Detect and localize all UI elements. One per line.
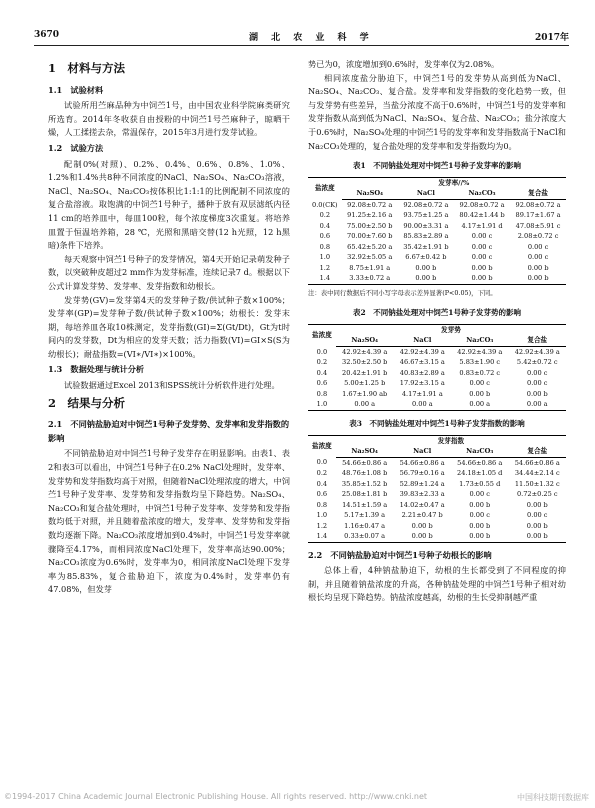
table-row <box>308 468 566 479</box>
table-cell: 0.00 a <box>451 399 508 410</box>
table-row <box>308 378 566 389</box>
table-row <box>308 199 566 210</box>
left-column <box>48 58 290 597</box>
table-row <box>308 489 566 500</box>
table-cell: 92.08±0.72 a <box>347 200 393 209</box>
table-cell: 1.67±1.90 ab <box>342 389 388 398</box>
col-header: Na₂SO₄ <box>342 188 398 199</box>
germination-energy-table <box>308 324 566 411</box>
table-cell: 47.08±5.91 c <box>515 221 561 230</box>
table-3 <box>308 417 566 543</box>
table-cell: 75.00±2.50 b <box>347 221 393 230</box>
table-row <box>308 252 566 263</box>
table-cell: 0.00 c <box>471 242 493 251</box>
table-cell: 1.16±0.47 a <box>344 521 386 530</box>
table-cell: 4.17±1.91 a <box>401 389 443 398</box>
col-header: Na₂CO₃ <box>454 188 510 199</box>
col-header: NaCl <box>398 188 454 199</box>
subsection-heading: 1.1 试验材料 <box>48 84 104 95</box>
table-cell: 91.25±2.16 a <box>347 211 393 220</box>
table-cell: 2.08±0.72 c <box>517 232 559 241</box>
table-cell: 42.92±4.39 a <box>457 347 503 356</box>
table-cell: 54.66±0.86 a <box>342 458 388 467</box>
paragraph: 每天观察中饲苎1号种子的发芽情况，第4天开始记录萌发种子数，以突破种皮超过2 mm作为发芽标准，连续记录7 d。根据以下公式计算发芽势、发芽率、发芽指数和幼根长。 <box>48 253 290 291</box>
table-cell: 6.67±0.42 b <box>405 253 447 262</box>
group-header: 发芽势 <box>336 324 566 335</box>
group-header: 发芽指数 <box>336 435 566 446</box>
table-cell: 52.89±1.24 a <box>399 479 445 488</box>
table-cell: 0.00 a <box>336 399 394 410</box>
table-cell: 0.8 <box>316 500 328 509</box>
table-cell: 0.8 <box>316 389 328 398</box>
table-cell: 0.0(CK) <box>312 200 338 209</box>
table-row <box>308 242 566 253</box>
header-rule <box>34 45 569 46</box>
page-number: 3670 <box>34 30 60 40</box>
paragraph: 不同钠盐胁迫对中饲苎1号种子发芽存在明显影响。由表1、表2和表3可以看出，中饲苎1号种子在0.2% NaCl处理时，发芽率、发芽势和发芽指数均高于对照，但随着NaCl处理浓度的增大，中饲苎1号种子发芽率、发芽势和发芽指数均呈下降趋势。Na₂SO₄、Na₂CO₃和复合盐处理时，中饲苎1号种子发芽率、发芽势和发芽指数均低于对照，并且随着盐浓度的增大，发芽率、发芽势和发芽指数均逐渐下降。Na₂CO₃浓度增加到0.4%时，中饲苎1号发芽率就骤降至4.17%，而相同浓度NaCl处理下，发芽率高达90.00%；Na₂CO₃浓度为0.6%时，发芽率为0，相同浓度NaCl处理下发芽率为85.83%，复合盐胁迫下，浓度为0.4%时，发芽率仍有47.08%，但发芽 <box>48 448 290 595</box>
table-row <box>308 389 566 400</box>
table-cell: 0.33±0.07 a <box>336 531 394 542</box>
watermark: 中国科技期刊数据库 <box>517 793 589 802</box>
table-caption: 表3 不同钠盐处理对中饲苎1号种子发芽指数的影响 <box>349 418 525 428</box>
table-row <box>308 273 566 284</box>
table-note: 注：表中同行数据后不同小写字母表示差异显著(P<0.05)，下同。 <box>308 288 497 297</box>
table-cell: 2.21±0.47 b <box>401 511 443 520</box>
table-cell: 92.08±0.72 a <box>459 200 505 209</box>
table-cell: 34.44±2.14 c <box>514 469 560 478</box>
table-cell: 0.2 <box>316 358 328 367</box>
paragraph: 试验数据通过Excel 2013和SPSS统计分析软件进行处理。 <box>64 380 280 391</box>
table-cell: 0.6 <box>316 490 328 499</box>
formula-paragraph: 发芽势(GV)=发芽第4天的发芽种子数/供试种子数×100%；发芽率(GP)=发芽种子数/供试种子数×100%；幼根长：发芽末期，每培养皿各取10株测定，发芽指数(GI)=Σ(Gt/Dt)，Gt为t时间内的发芽数，Dt为相应的发芽天数；活力指数(VI)=GI×S(S为幼根长)；耐盐指数=(VI∗/VI∗)×100%。 <box>48 294 290 359</box>
table-cell: 4.17±1.91 d <box>461 221 503 230</box>
table-cell: 5.83±1.90 c <box>459 358 501 367</box>
table-cell: 0.00 b <box>526 389 548 398</box>
table-cell: 89.17±1.67 a <box>515 211 561 220</box>
copyright-footer: ©1994-2017 China Academic Journal Electronic Publishing House. All rights reserved. http://www.cnki.net <box>4 792 428 801</box>
table-cell: 0.00 c <box>469 490 490 499</box>
table-row <box>308 263 566 274</box>
table-cell: 0.00 b <box>509 531 566 542</box>
table-cell: 1.2 <box>316 521 328 530</box>
col-header: 复合盐 <box>509 446 566 457</box>
table-row <box>308 221 566 232</box>
col-header: Na₂CO₃ <box>451 446 509 457</box>
table-cell: 92.08±0.72 a <box>515 200 561 209</box>
table-cell: 0.00 c <box>527 242 549 251</box>
table-cell: 5.00±1.25 b <box>344 379 386 388</box>
subsection-heading: 1.3 数据处理与统计分析 <box>48 364 145 375</box>
table-cell: 0.00 b <box>469 389 491 398</box>
table-row <box>308 510 566 521</box>
table-cell: 1.0 <box>316 511 328 520</box>
table-cell: 0.4 <box>319 221 331 230</box>
germination-rate-table <box>308 177 566 285</box>
table-cell: 0.00 c <box>527 253 549 262</box>
table-row <box>308 346 566 357</box>
table-cell: 39.83±2.33 a <box>399 490 445 499</box>
table-cell: 35.42±1.91 b <box>403 242 449 251</box>
right-column <box>308 58 566 605</box>
table-cell: 93.75±1.25 a <box>403 211 449 220</box>
table-cell: 1.2 <box>319 263 331 272</box>
subsection-heading: 2.1 不同钠盐胁迫对中饲苎1号种子发芽势、发芽率和发芽指数的影响 <box>48 419 290 443</box>
table-cell: 0.00 b <box>398 273 454 284</box>
table-cell: 20.42±1.91 b <box>342 368 388 377</box>
table-cell: 0.00 b <box>526 521 548 530</box>
table-cell: 42.92±4.39 a <box>342 347 388 356</box>
table-cell: 0.00 c <box>527 511 548 520</box>
table-cell: 17.92±3.15 a <box>399 379 445 388</box>
table-cell: 32.92±5.05 a <box>347 253 393 262</box>
table-row <box>308 368 566 379</box>
table-row <box>308 500 566 511</box>
subsection-heading: 2.2 不同钠盐胁迫对中饲苎1号种子幼根长的影响 <box>308 549 492 560</box>
table-cell: 0.00 a <box>394 399 451 410</box>
col-header: NaCl <box>393 446 450 457</box>
table-cell: 0.00 b <box>510 273 566 284</box>
paragraph: 总体上看，4种钠盐胁迫下，幼根的生长都受到了不同程度的抑制，并且随着钠盐浓度的升高，各种钠盐处理的中饲苎1号种子相对幼根长均呈现下降趋势。钠盐浓度越高，幼根的生长受抑制越严重 <box>308 565 566 603</box>
table-row <box>308 231 566 242</box>
table-cell: 0.83±0.72 c <box>459 368 501 377</box>
table-cell: 11.50±1.32 c <box>514 479 560 488</box>
table-cell: 0.0 <box>316 458 328 467</box>
col-header: 盐浓度 <box>308 324 336 346</box>
table-cell: 25.08±1.81 b <box>341 490 388 499</box>
paragraph: 试验所用苎麻品种为中饲苎1号，由中国农业科学院麻类研究所选育。2014年冬收获自由授粉的中饲苎1号苎麻种子，晾晒干燥，人工揉搓去杂，常温保存，2015年3月进行发芽试验。 <box>48 100 290 138</box>
section-heading: 1 材料与方法 <box>48 61 126 75</box>
table-cell: 0.00 c <box>469 511 490 520</box>
table-cell: 0.00 b <box>415 263 437 272</box>
table-cell: 80.42±1.44 b <box>459 211 505 220</box>
table-cell: 1.4 <box>308 273 342 284</box>
table-cell: 0.00 b <box>393 531 450 542</box>
table-cell: 3.33±0.72 a <box>342 273 398 284</box>
table-cell: 0.4 <box>316 479 328 488</box>
table-cell: 40.83±2.89 a <box>399 368 445 377</box>
table-caption: 表1 不同钠盐处理对中饲苎1号种子发芽率的影响 <box>353 161 521 171</box>
table-row <box>308 457 566 468</box>
section-heading: 2 结果与分析 <box>48 395 126 410</box>
germination-index-table <box>308 435 566 543</box>
table-cell: 0.00 b <box>451 531 509 542</box>
table-cell: 14.02±0.47 a <box>399 500 445 509</box>
table-row <box>308 531 566 542</box>
table-cell: 54.66±0.86 a <box>399 458 445 467</box>
table-cell: 0.00 b <box>526 500 548 509</box>
table-cell: 0.0 <box>316 347 328 356</box>
journal-title: 湖 北 农 业 科 学 <box>249 33 374 43</box>
table-cell: 56.79±0.16 a <box>399 469 445 478</box>
paragraph: 相同浓度盐分胁迫下，中饲苎1号的发芽势从高到低为NaCl、Na₂SO₄、Na₂CO₃、复合盐。发芽率和发芽指数的变化趋势一致，但与发芽势有些差异，当盐分浓度不高于0.6%时，中饲苎1号的发芽率和发芽指数从高到低为NaCl、Na₂SO₄、复合盐、Na₂CO₃；盐分浓度大于0.6%时，Na₂SO₄处理的中饲苎1号的发芽率和发芽指数高于NaCl和Na₂CO₃处理的，复合盐处理的发芽率和发芽指数均为0。 <box>308 72 566 151</box>
table-cell: 1.73±0.55 d <box>459 479 501 488</box>
paragraph: 势已为0，浓度增加到0.6%时，发芽率仅为2.08%。 <box>308 59 500 69</box>
table-cell: 65.42±5.20 a <box>347 242 393 251</box>
table-cell: 42.92±4.39 a <box>399 347 445 356</box>
table-cell: 0.4 <box>316 368 328 377</box>
table-cell: 0.00 c <box>527 379 548 388</box>
table-cell: 0.00 b <box>469 500 491 509</box>
table-caption: 表2 不同钠盐处理对中饲苎1号种子发芽势的影响 <box>353 308 521 318</box>
table-row <box>308 210 566 221</box>
table-1 <box>308 159 566 300</box>
table-cell: 1.0 <box>319 253 331 262</box>
table-cell: 46.67±3.15 a <box>399 358 445 367</box>
table-row <box>308 479 566 490</box>
table-cell: 0.00 a <box>509 399 567 410</box>
table-row <box>308 357 566 368</box>
col-header: 复合盐 <box>510 188 566 199</box>
table-row <box>308 399 566 410</box>
table-cell: 90.00±3.31 a <box>403 221 449 230</box>
table-cell: 54.66±0.86 a <box>514 458 560 467</box>
col-header: NaCl <box>394 335 451 346</box>
table-cell: 0.00 b <box>469 521 491 530</box>
table-cell: 0.8 <box>319 242 331 251</box>
table-cell: 0.00 b <box>471 263 493 272</box>
table-cell: 0.00 c <box>471 253 493 262</box>
table-cell: 48.76±1.08 b <box>341 469 388 478</box>
table-cell: 0.00 c <box>469 379 491 388</box>
col-header: Na₂CO₃ <box>451 335 508 346</box>
col-header: 盐浓度 <box>308 177 342 199</box>
table-cell: 5.42±0.72 c <box>516 358 558 367</box>
table-cell: 5.17±1.39 a <box>344 511 386 520</box>
table-cell: 1.4 <box>308 531 336 542</box>
table-cell: 54.66±0.86 a <box>457 458 503 467</box>
col-header: 复合盐 <box>509 335 567 346</box>
table-cell: 0.00 b <box>454 273 510 284</box>
table-cell: 0.00 b <box>527 263 549 272</box>
table-cell: 0.6 <box>316 379 328 388</box>
col-header: Na₂SO₄ <box>336 335 394 346</box>
subsection-heading: 1.2 试验方法 <box>48 142 104 153</box>
table-cell: 85.83±2.89 a <box>403 232 449 241</box>
table-cell: 70.00±7.60 b <box>347 232 393 241</box>
issue-year: 2017年 <box>534 33 569 43</box>
table-row <box>308 521 566 532</box>
running-header <box>34 30 569 44</box>
table-cell: 35.85±1.52 b <box>341 479 388 488</box>
table-cell: 0.00 c <box>471 232 493 241</box>
table-cell: 8.75±1.91 a <box>349 263 391 272</box>
col-header: 盐浓度 <box>308 435 336 457</box>
table-cell: 0.6 <box>319 232 331 241</box>
table-cell: 42.92±4.39 a <box>514 347 560 356</box>
table-cell: 32.50±2.50 b <box>342 358 388 367</box>
table-cell: 24.18±1.05 d <box>457 469 503 478</box>
table-cell: 0.72±0.25 c <box>516 490 558 499</box>
table-cell: 0.2 <box>316 469 328 478</box>
table-cell: 92.08±0.72 a <box>403 200 449 209</box>
table-cell: 0.00 c <box>527 368 548 377</box>
col-header: Na₂SO₄ <box>336 446 394 457</box>
table-2 <box>308 306 566 411</box>
group-header: 发芽率//% <box>342 177 566 188</box>
table-cell: 14.51±1.59 a <box>342 500 388 509</box>
table-cell: 0.2 <box>319 211 331 220</box>
table-cell: 1.0 <box>308 399 336 410</box>
paragraph: 配制0%(对照)、0.2%、0.4%、0.6%、0.8%、1.0%、1.2%和1.4%共8种不同浓度的NaCl、Na₂SO₄、Na₂CO₃溶液，NaCl、Na₂SO₄、Na₂CO₃按体积比1:1:1的比例配制不同浓度的复合盐溶液。取饱满的中饲苎1号种子，播种于放有双层滤纸内径11 cm的培养皿中，每皿100粒，每个浓度梯度3次重复。将培养皿置于恒温培养箱，28 ℃，光照和黑暗交替(12 h光照，12 h黑暗)条件下培养。 <box>48 158 290 251</box>
table-cell: 0.00 b <box>411 521 433 530</box>
